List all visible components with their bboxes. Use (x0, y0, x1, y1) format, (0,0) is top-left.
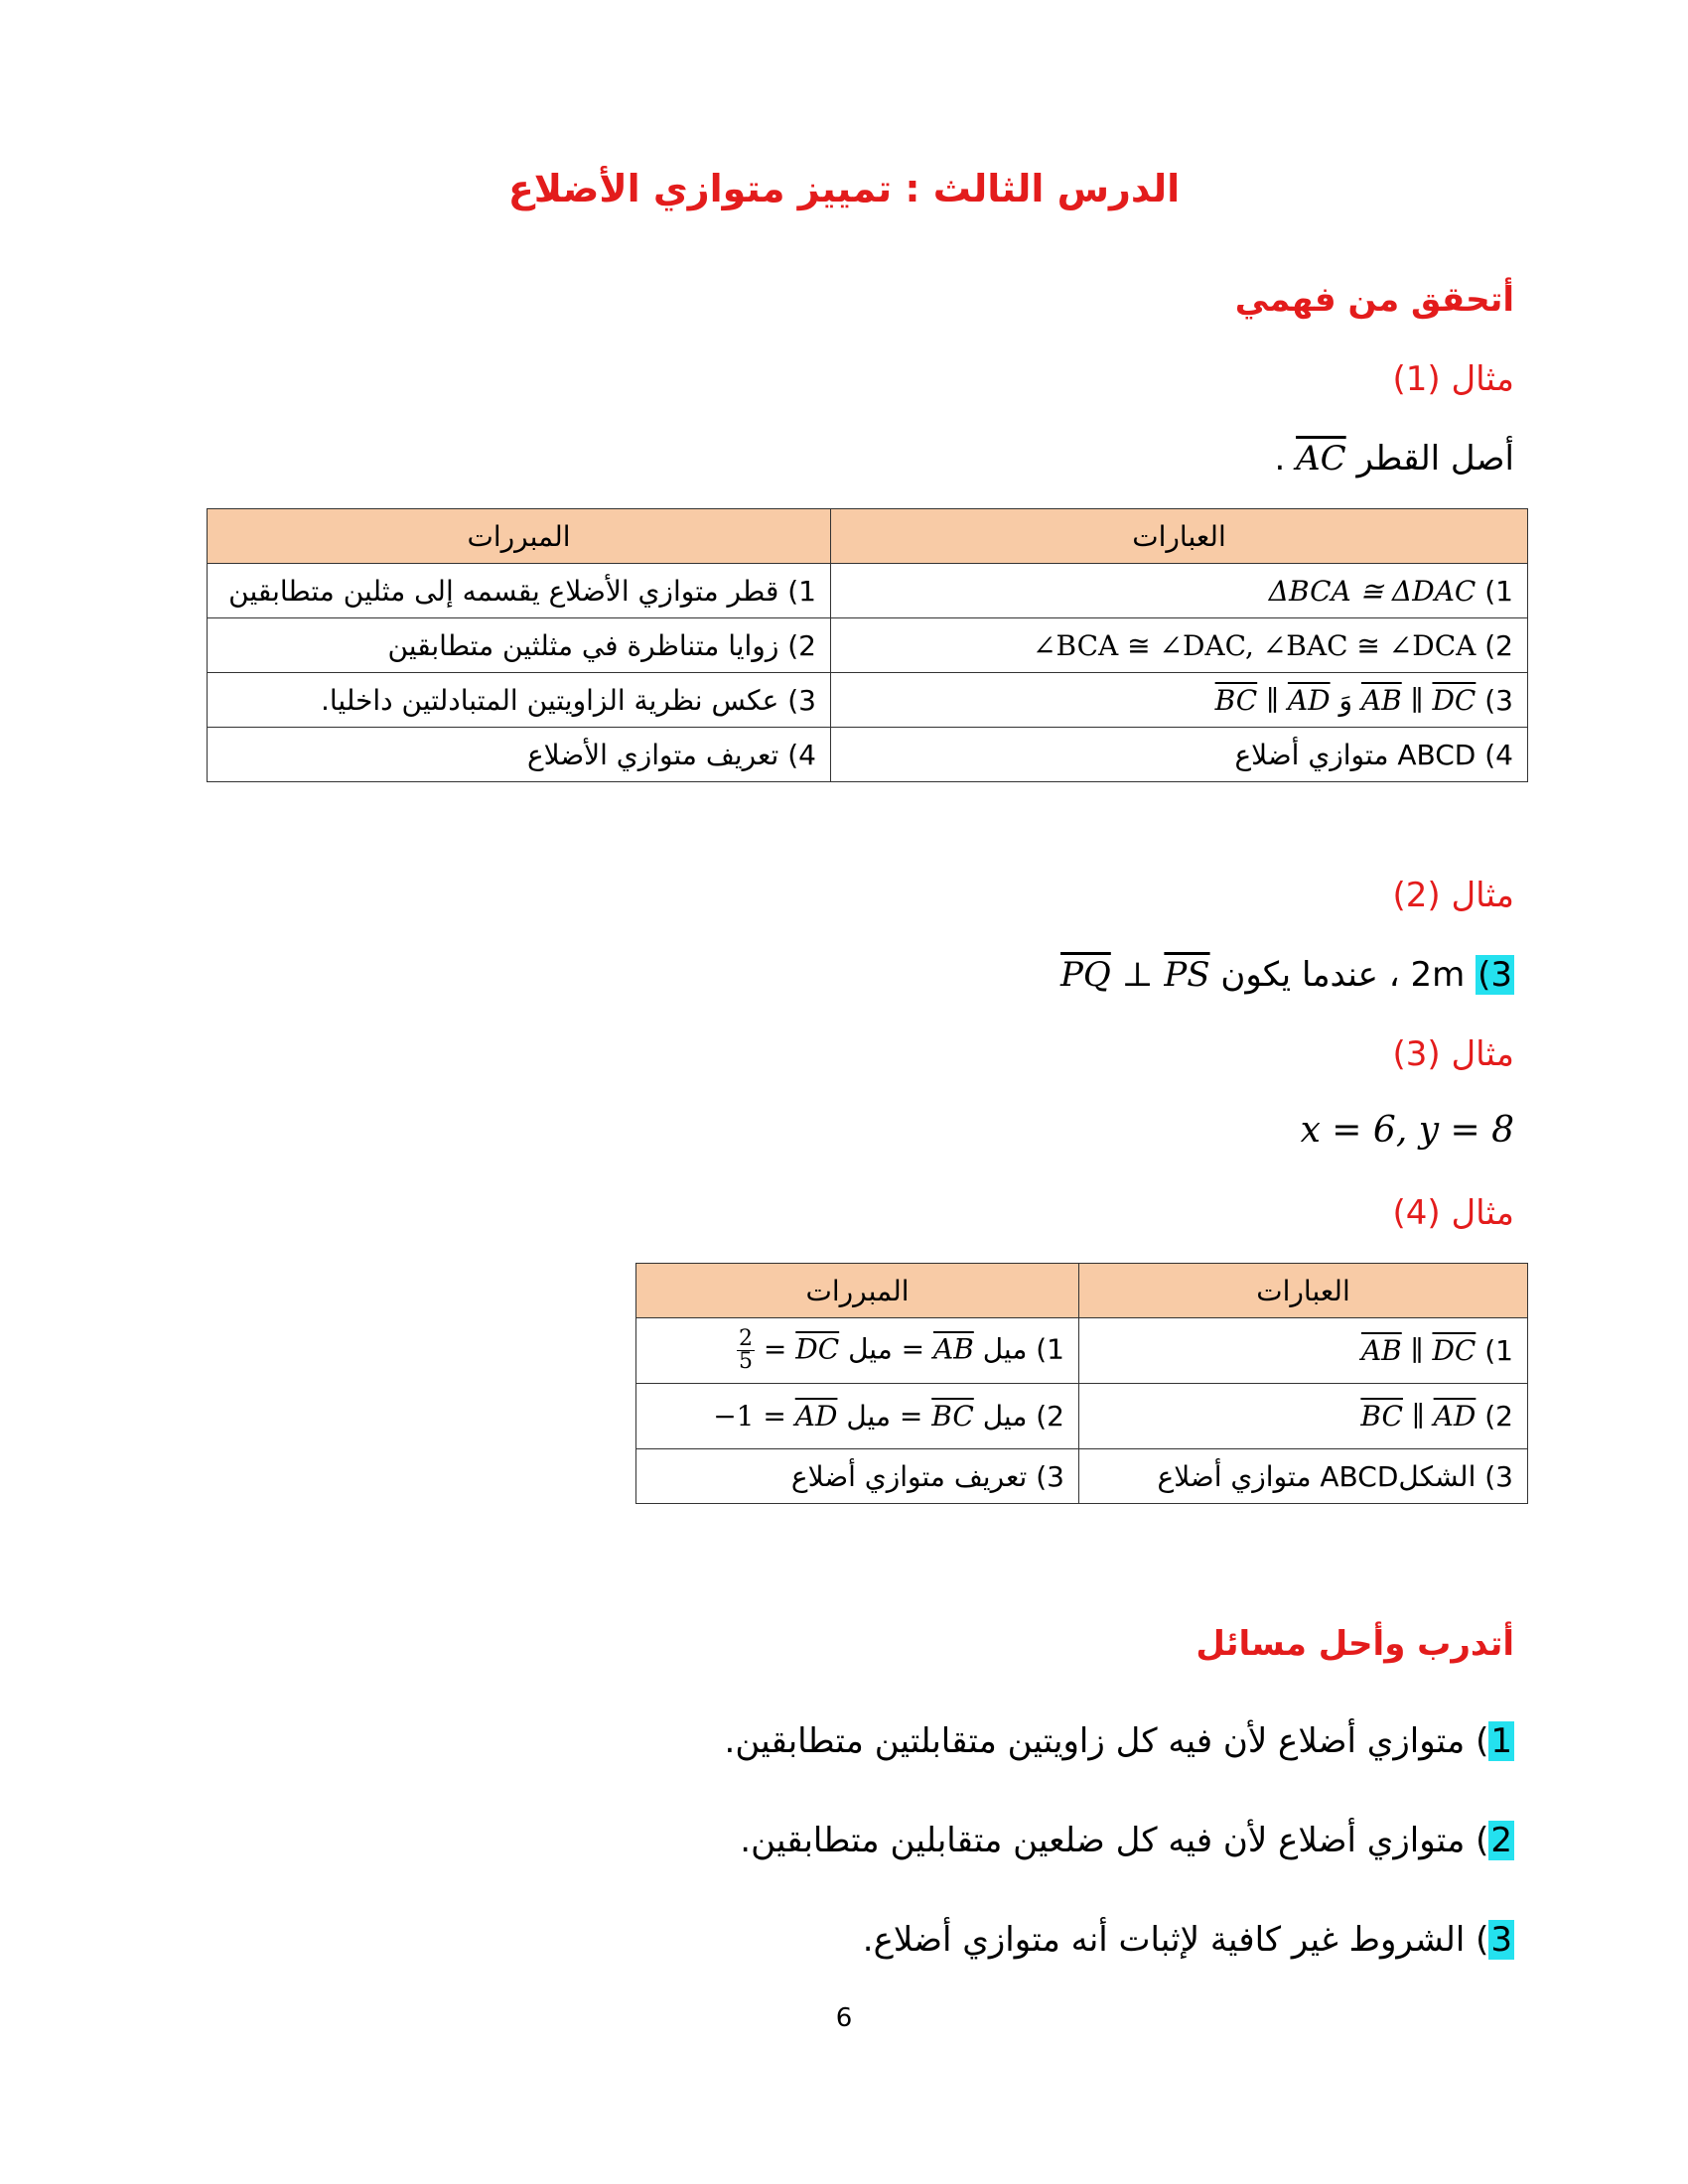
reason-cell: 3) تعريف متوازي أضلاع (636, 1449, 1079, 1504)
statement-cell: 2) $\overline{BC}$ ∥ $\overline{AD}$ (1079, 1384, 1528, 1449)
table-header-row (636, 1264, 1528, 1318)
practice-item: 3) الشروط غير كافية لإثبات أنه متوازي أضلاع. (862, 1920, 1512, 1960)
lesson-title: الدرس الثالث : تمييز متوازي الأضلاع (507, 167, 1181, 210)
statement-cell: 1) ΔBCA ≅ ΔDAC (831, 564, 1528, 618)
highlight-number: 2 (1490, 1821, 1512, 1860)
table-row (208, 618, 1528, 673)
reason-cell: 1) قطر متوازي الأضلاع يقسمه إلى مثلين متطابقين (208, 564, 831, 618)
example-2-answer: 3) 2m ، عندما يكون $\overline{PQ}$ ⊥ $\overline{PS}$ (1060, 955, 1512, 995)
table-row (636, 1384, 1528, 1449)
fraction: $\frac{2}{5}$ (739, 1326, 753, 1374)
statement-cell: 2) ∠BCA ≅ ∠DAC, ∠BAC ≅ ∠DCA (831, 618, 1528, 673)
header-reasons: المبررات (208, 509, 831, 564)
example-4-label: مثال (4) (1392, 1193, 1514, 1233)
example-1-instruction: أصل القطر $\overline{AC}$ . (1274, 439, 1514, 478)
practice-item: 2) متوازي أضلاع لأن فيه كل ضلعين متقابلين متطابقين. (740, 1821, 1512, 1860)
statement-cell: 3) $\overline{AB}$ ∥ $\overline{DC}$ وَ $\overline{BC}$ ∥ $\overline{AD}$ (831, 673, 1528, 728)
table-row (208, 673, 1528, 728)
header-statements: العبارات (1079, 1264, 1528, 1318)
example-2-label: مثال (2) (1392, 876, 1514, 915)
practice-item: 1) متوازي أضلاع لأن فيه كل زاويتين متقابلتين متطابقين. (724, 1721, 1512, 1761)
segment-ac: $\overline{AC}$ (1296, 439, 1346, 478)
statement-cell: 4) ABCD متوازي أضلاع (831, 728, 1528, 782)
table-header-row (208, 509, 1528, 564)
page-number: 6 (835, 2003, 853, 2033)
example-1-label: مثال (1) (1392, 359, 1514, 399)
highlight-number: 3) (1477, 955, 1512, 995)
example-3-answer: x = 6, y = 8 (1300, 1110, 1514, 1151)
highlight-number: 1 (1490, 1721, 1512, 1761)
table-row (208, 564, 1528, 618)
practice-heading: أتدرب وأحل مسائل (1196, 1624, 1514, 1664)
statement-cell: 3) الشكلABCD متوازي أضلاع (1079, 1449, 1528, 1504)
example-1-proof-table (207, 508, 1528, 782)
statement-cell: 1) $\overline{AB}$ ∥ $\overline{DC}$ (1079, 1318, 1528, 1384)
table-row (636, 1449, 1528, 1504)
header-statements: العبارات (831, 509, 1528, 564)
example-4-proof-table (635, 1263, 1528, 1504)
header-reasons: المبررات (636, 1264, 1079, 1318)
reason-cell: 4) تعريف متوازي الأضلاع (208, 728, 831, 782)
reason-cell: 2) زوايا متناظرة في مثلثين متطابقين (208, 618, 831, 673)
table-row (208, 728, 1528, 782)
reason-cell: 2) ميل $\overline{BC}$ = ميل $\overline{AD} = -1$ (636, 1384, 1079, 1449)
highlight-number: 3 (1490, 1920, 1512, 1960)
table-row (636, 1318, 1528, 1384)
check-understanding-heading: أتحقق من فهمي (1234, 280, 1514, 320)
reason-cell: 3) عكس نظرية الزاويتين المتبادلتين داخليا. (208, 673, 831, 728)
example-3-label: مثال (3) (1392, 1034, 1514, 1074)
reason-cell: 1) ميل $\overline{AB}$ = ميل $\overline{DC}$ = $\frac{2}{5}$ (636, 1318, 1079, 1384)
